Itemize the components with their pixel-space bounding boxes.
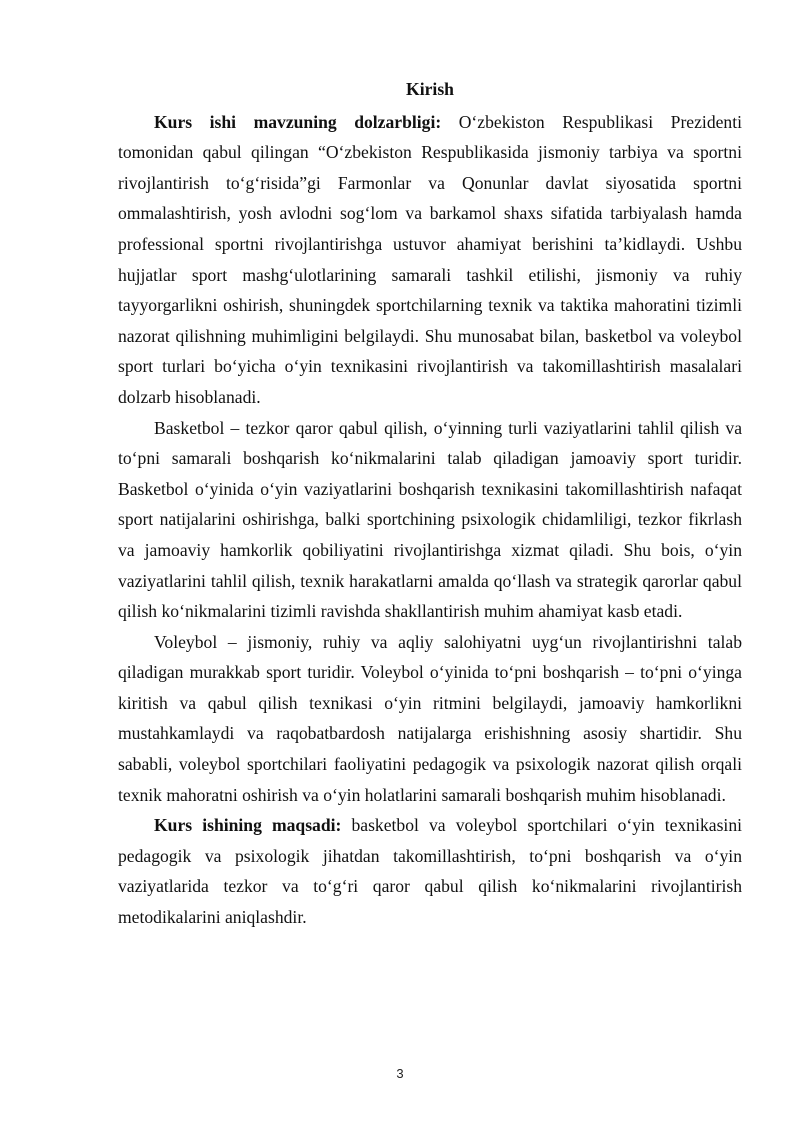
- page-number: 3: [396, 1066, 404, 1081]
- paragraph-goal: [118, 810, 742, 932]
- document-page: [118, 74, 742, 933]
- paragraph-basketball: [118, 413, 742, 627]
- paragraph-text: basketbol va voleybol sportchilari o‘yin texnikasini pedagogik va psixologik jihatdan takomillashtirish, to‘pni boshqarish va o‘yin vaziyatlarida tezkor va to‘g‘ri qaror qabul qilish ko‘nikmalarini rivojlantirish metodikalarini aniqlashdir.: [118, 815, 743, 928]
- paragraph-text: Voleybol – jismoniy, ruhiy va aqliy salohiyatni uyg‘un rivojlantirishni talab qiladigan murakkab sport turidir. Voleybol o‘yinida to‘pni boshqarish – to‘pni o‘yinga kiritish va qabul qilish texnikasi o‘yin ritmini belgilaydi, jamoaviy hamkorlikni mustahkamlaydi va raqobatbardosh natijalarga erishishning asosiy shartidir. Shu sababli, voleybol sportchilari faoliyatini pedagogik va psixologik nazorat qilish orqali texnik mahoratni oshirish va o‘yin holatlarini samarali boshqarish muhim hisoblanadi.: [118, 631, 742, 805]
- section-title: Kirish: [406, 79, 454, 99]
- paragraph-lead: Kurs ishi mavzuning dolzarbligi:: [154, 111, 442, 132]
- paragraph-text: O‘zbekiston Respublikasi Prezidenti tomonidan qabul qilingan “O‘zbekiston Respublikasida jismoniy tarbiya va sportni rivojlantirish to‘g‘risida”gi Farmonlar va Qonunlar davlat siyosatida sportni ommalashtirish, yosh avlodni sog‘lom va barkamol shaxs sifatida tarbiyalash hamda professional sportni rivojlantirishga ustuvor ahamiyat berishini ta’kidlaydi. Ushbu hujjatlar sport mashg‘ulotlarining samarali tashkil etilishi, jismoniy va ruhiy tayyorgarlikni oshirish, shuningdek sportchilarning texnik va taktika mahoratini tizimli nazorat qilishning muhimligini belgilaydi. Shu munosabat bilan, basketbol va voleybol sport turlari bo‘yicha o‘yin texnikasini rivojlantirish va takomillashtirish masalalari dolzarb hisoblanadi.: [118, 111, 742, 407]
- paragraph-text: Basketbol – tezkor qaror qabul qilish, o‘yinning turli vaziyatlarini tahlil qilish va to‘pni samarali boshqarish ko‘nikmalarini talab qiladigan jamoaviy sport turidir. Basketbol o‘yinida o‘yin vaziyatlarini boshqarish texnikasini takomillashtirish nafaqat sport natijalarini oshirishga, balki sportchining psixologik chidamliligi, tezkor fikrlash va jamoaviy hamkorlik qobiliyatini rivojlantirishga xizmat qiladi. Shu bois, o‘yin vaziyatlarini tahlil qilish, texnik harakatlarni amalda qo‘llash va strategik qarorlar qabul qilish ko‘nikmalarini tizimli ravishda shakllantirish muhim ahamiyat kasb etadi.: [118, 417, 742, 622]
- paragraph-relevance: [118, 107, 742, 413]
- paragraph-lead: Kurs ishining maqsadi:: [154, 815, 342, 836]
- paragraph-volleyball: [118, 627, 742, 811]
